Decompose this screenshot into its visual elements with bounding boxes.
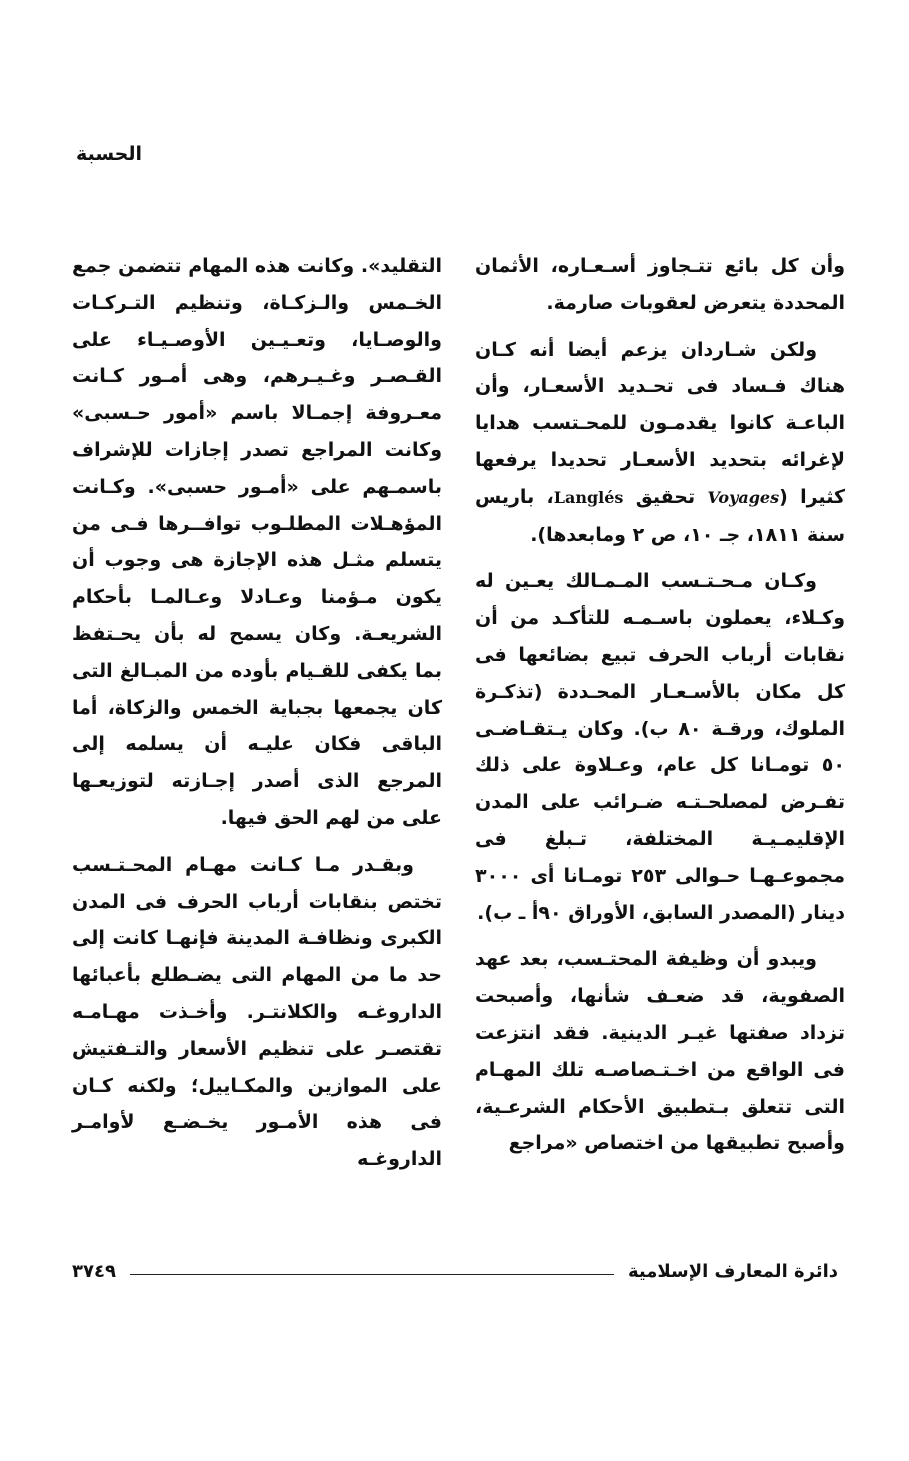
citation-title-latin: Voyages (707, 487, 780, 507)
footer-publication-title: دائرة المعارف الإسلامية (627, 1260, 838, 1282)
page-footer (72, 1257, 838, 1285)
page-number: ٣٧٤٩ (72, 1260, 116, 1282)
right-paragraph-2 (475, 332, 845, 554)
footer-rule (130, 1274, 614, 1275)
right-paragraph-3: وكـان مـحـتـسب المـمـالك يعـين له وكـلاء، يعملون باسـمـه للتأكـد من أن نقابات أرباب الحرف تبيع بضائعها فى كل مكان بالأسـعـار المحـددة (تذكـرة الملوك، ورقـة ٨٠ ب). وكان يـتقـاضـى ٥٠ تومـانا كل عام، وعـلاوة على ذلك تفـرض لمصلحـتـه ضـرائب على المدن الإقليمـيـة المختلفة، تـبلغ فى مجموعـهـا حـوالى ٢٥٣ تومـانا أى ٣٠٠٠ دينار (المصدر السابق، الأوراق ٩٠أ ـ ب). (475, 570, 845, 924)
right-paragraph-2-text-c: ، باريس سنة ١٨١١، جـ ١٠، ص ٢ ومابعدها). (475, 485, 845, 546)
right-paragraph-4: ويبدو أن وظيفة المحتـسب، بعد عهد الصفوية، قد ضعـف شأنها، وأصبحت تزداد صفتها غيـر الدينية. فقد انتزعت فى الواقع من اخـتـصاصـه تلك المهـام التى تتعلق بـتطبيق الأحكام الشرعـية، وأصبح تطبيقها من اختصاص «مراجع (475, 948, 845, 1155)
right-paragraph-1: وأن كل بائع تتـجاوز أسـعـاره، الأثمان المحددة يتعرض لعقوبات صارمة. (475, 255, 845, 314)
citation-editor-latin: Langlés (553, 487, 624, 507)
running-head-title: الحسبة (76, 143, 142, 165)
right-paragraph-2-text-a: ولكن شـاردان يزعم أيضا أنه كـان هناك فـساد فى تحـديد الأسعـار، وأن الباعـة كانوا يقدمـون للمحـتسب هدايا لإغرائه بتحديد الأسعـار تحديدا يرفعها كثيرا ( (475, 338, 845, 508)
left-paragraph-2: وبقـدر مـا كـانت مهـام المحـتـسب تختص بنقابات أرباب الحرف فى المدن الكبرى ونظافـة المدينة فإنهـا كانت إلى حد ما من المهام التى يضـطلع بأعبائها الداروغـه والكلانتـر. وأخـذت مهـامـه تقتصـر على تنظيم الأسعار والتـفتيش على الموازين والمكـاييل؛ ولكنه كـان فى هذه الأمـور يخـضـع لأوامـر الداروغـه (72, 853, 442, 1171)
right-column (475, 248, 845, 1162)
left-column (72, 248, 442, 1178)
right-paragraph-2-text-b: تحقيق (623, 485, 708, 508)
left-paragraph-1: التقليد». وكانت هذه المهام تتضمن جمع الخـمس والـزكـاة، وتنظيم التـركـات والوصـايا، وتعـيـين الأوصـيـاء على القـصـر وغـيـرهم، وهى أمـور كـانت معـروفة إجمـالا باسم «أمور حـسبى» وكانت المراجع تصدر إجازات للإشراف باسمـهم على «أمـور حسبى». وكـانت المؤهـلات المطلـوب توافــرها فـى من يتسلم مثـل هذه الإجازة هى وجوب أن يكون مـؤمنا وعـادلا وعـالمـا بأحكام الشريعـة. وكان يسمح له بأن يحـتفظ بما يكفى للقـيام بأوده من المبـالغ التى كان يجمعها بجباية الخمس والزكاة، أما الباقى فكان عليـه أن يسلمه إلى المرجع الذى أصدر إجـازته لتوزيعـها على من لهم الحق فيها. (72, 255, 442, 829)
